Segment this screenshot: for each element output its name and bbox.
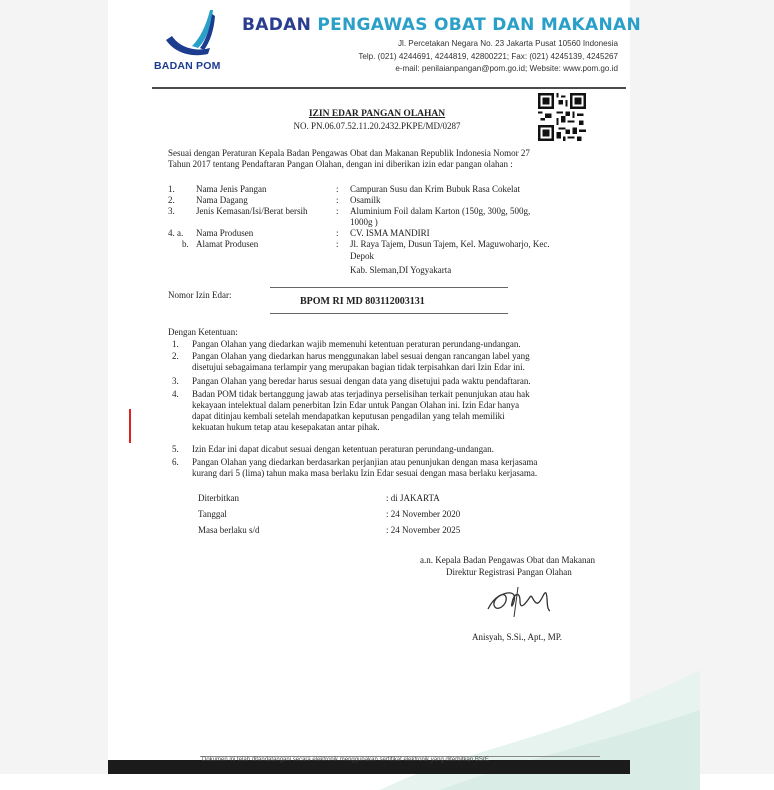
org-email: e-mail: penilaianpangan@pom.go.id; Website: www.pom.go.id bbox=[395, 64, 618, 73]
signature-icon bbox=[484, 583, 564, 619]
qr-code-icon bbox=[538, 93, 586, 141]
list-item: kekayaan intelektual dalam penerbitan Izin Edar untuk Pangan Olahan ini. Izin Edar hanya bbox=[192, 400, 520, 410]
list-number: 6. bbox=[172, 457, 179, 467]
list-item: Izin Edar ini dapat dicabut sesuai dengan ketentuan peraturan perundang-undangan. bbox=[192, 444, 494, 454]
izin-rule-bottom bbox=[270, 313, 508, 314]
field-separator: : bbox=[336, 206, 339, 216]
org-title bbox=[242, 15, 641, 35]
field-value: Campuran Susu dan Krim Bubuk Rasa Cokelat bbox=[350, 184, 520, 194]
issued-label: Masa berlaku s/d bbox=[198, 525, 260, 535]
field-separator: : bbox=[336, 239, 339, 249]
field-value: Jl. Raya Tajem, Dusun Tajem, Kel. Maguwoharjo, Kec. bbox=[350, 239, 550, 249]
letterhead bbox=[0, 0, 774, 92]
org-title-part1: BADAN bbox=[242, 15, 318, 35]
signatory-line-2: Direktur Registrasi Pangan Olahan bbox=[446, 567, 572, 577]
list-item: Pangan Olahan yang diedarkan wajib memenuhi ketentuan peraturan perundang-undangan. bbox=[192, 339, 521, 349]
field-number: 4. a. bbox=[168, 228, 184, 238]
list-number: 5. bbox=[172, 444, 179, 454]
field-number: 3. bbox=[168, 206, 175, 216]
field-label: Jenis Kemasan/Isi/Berat bersih bbox=[196, 206, 308, 216]
red-margin-mark bbox=[129, 409, 131, 443]
footer-note: Dokumen ini telah ditandatangani secara elektronik menggunakan sertifikat elektronik yang diterbitkan BSrE bbox=[202, 757, 489, 763]
field-label: Nama Produsen bbox=[196, 228, 254, 238]
issued-value: : 24 November 2020 bbox=[386, 509, 461, 519]
field-value-continued: 1000g ) bbox=[350, 217, 378, 227]
list-item: kekuatan hukum tetap atau kesepakatan antar pihak. bbox=[192, 422, 380, 432]
field-separator: : bbox=[336, 195, 339, 205]
list-item: Pangan Olahan yang beredar harus sesuai dengan data yang disetujui pada waktu pendaftaran. bbox=[192, 376, 531, 386]
document-number: NO. PN.06.07.52.11.20.2432.PKPE/MD/0287 bbox=[293, 121, 461, 131]
list-number: 2. bbox=[172, 351, 179, 361]
izin-rule-top bbox=[270, 287, 508, 288]
field-value: Osamilk bbox=[350, 195, 381, 205]
list-item: dapat ditinjau kembali setelah mendapatkan keputusan pengadilan yang telah memiliki bbox=[192, 411, 505, 421]
field-number: 2. bbox=[168, 195, 175, 205]
list-item: kurang dari 5 (lima) tahun maka masa berlaku Izin Edar sesuai dengan masa berlaku kerjasama. bbox=[192, 468, 538, 478]
field-value: CV. ISMA MANDIRI bbox=[350, 228, 430, 238]
list-number: 4. bbox=[172, 389, 179, 399]
field-label: Nama Jenis Pangan bbox=[196, 184, 267, 194]
field-label: Alamat Produsen bbox=[196, 239, 259, 249]
field-label: Nama Dagang bbox=[196, 195, 248, 205]
issued-value: : 24 November 2025 bbox=[386, 525, 461, 535]
header-rule bbox=[152, 87, 626, 89]
list-item: Pangan Olahan yang diedarkan berdasarkan perjanjian atau penunjukan dengan masa kerjasama bbox=[192, 457, 538, 467]
list-number: 1. bbox=[172, 339, 179, 349]
list-item: Badan POM tidak bertanggung jawab atas terjadinya perselisihan terkait penunjukan atau hak bbox=[192, 389, 530, 399]
intro-line-1: Sesuai dengan Peraturan Kepala Badan Pengawas Obat dan Makanan Republik Indonesia Nomor 27 bbox=[168, 148, 530, 158]
issued-value: : di JAKARTA bbox=[386, 493, 440, 503]
izin-label: Nomor Izin Edar: bbox=[168, 290, 232, 300]
org-title-part2: PENGAWAS OBAT DAN MAKANAN bbox=[317, 15, 641, 35]
issued-label: Tanggal bbox=[198, 509, 227, 519]
field-value: Aluminium Foil dalam Karton (150g, 300g, 500g, bbox=[350, 206, 531, 216]
field-separator: : bbox=[336, 184, 339, 194]
field-number: 1. bbox=[168, 184, 175, 194]
org-phone: Telp. (021) 4244691, 4244819, 42800221; Fax: (021) 4245139, 4245267 bbox=[358, 52, 618, 61]
list-item: disetujui sebagaimana terlampir yang merupakan bagian tidak terpisahkan dari Izin Edar ini. bbox=[192, 362, 525, 372]
document-title: IZIN EDAR PANGAN OLAHAN bbox=[308, 109, 446, 119]
logo-text: BADAN POM bbox=[154, 60, 221, 72]
izin-number: BPOM RI MD 803112003131 bbox=[300, 296, 425, 307]
field-number: b. bbox=[182, 239, 189, 249]
org-address: Jl. Percetakan Negara No. 23 Jakarta Pusat 10560 Indonesia bbox=[397, 39, 618, 48]
list-number: 3. bbox=[172, 376, 179, 386]
intro-line-2: Tahun 2017 tentang Pendaftaran Pangan Olahan, dengan ini diberikan izin edar pangan olahan : bbox=[168, 159, 513, 169]
field-value-continued: Depok bbox=[350, 251, 374, 261]
signatory-line-1: a.n. Kepala Badan Pengawas Obat dan Makanan bbox=[420, 555, 595, 565]
field-value-continued: Kab. Sleman,DI Yogyakarta bbox=[350, 265, 452, 275]
ketentuan-title: Dengan Ketentuan: bbox=[168, 327, 238, 337]
signatory-name: Anisyah, S.Si., Apt., MP. bbox=[472, 632, 563, 642]
list-item: Pangan Olahan yang diedarkan harus menggunakan label sesuai dengan rancangan label yang bbox=[192, 351, 530, 361]
issued-label: Diterbitkan bbox=[198, 493, 239, 503]
field-separator: : bbox=[336, 228, 339, 238]
